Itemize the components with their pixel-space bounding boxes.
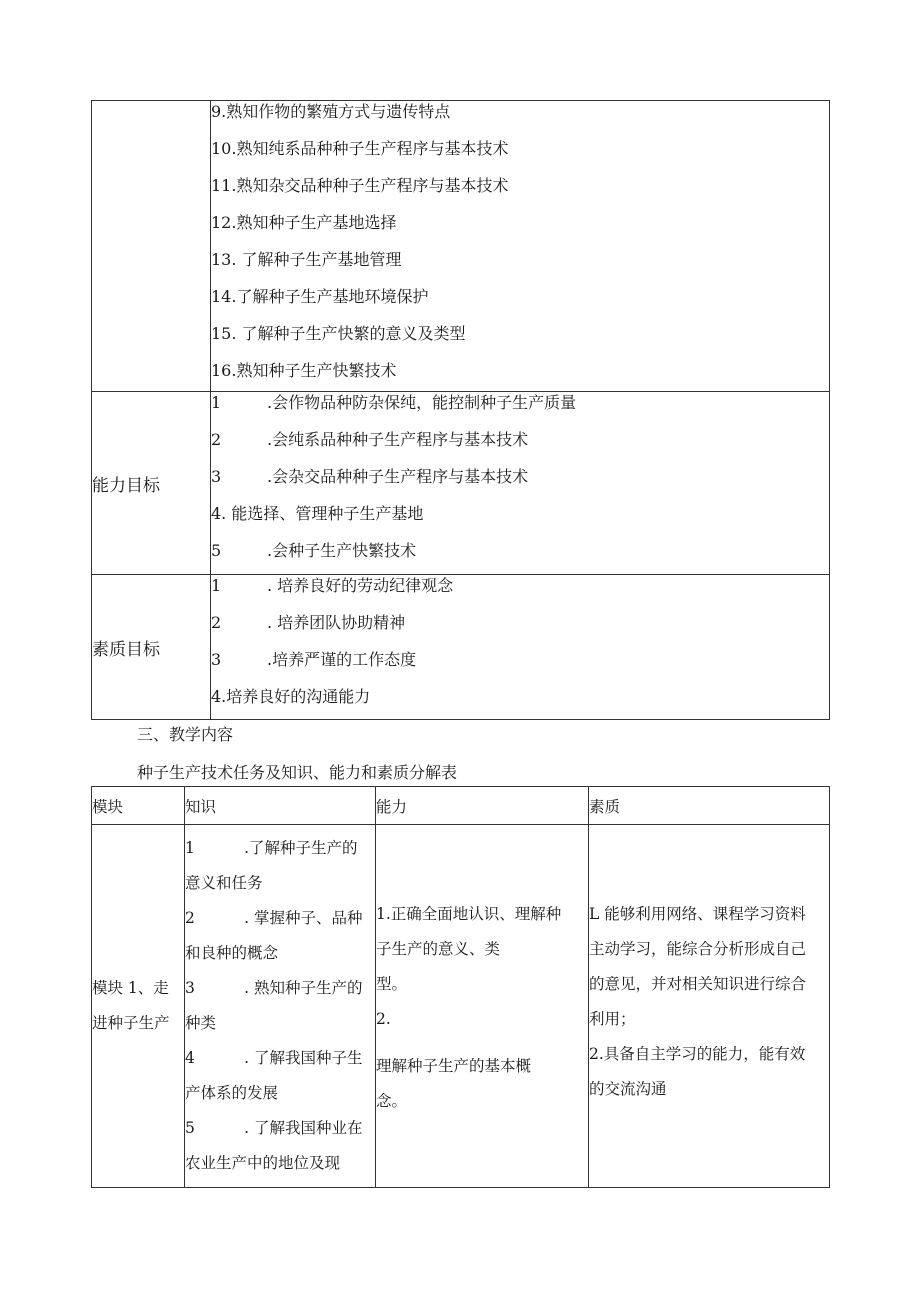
knowledge-line: 2 . 掌握种子、品种 — [185, 909, 363, 927]
knowledge-line: 农业生产中的地位及现 — [185, 1154, 341, 1172]
ability-goal-item: 4. 能选择、管理种子生产基地 — [211, 504, 424, 523]
quality-goal-item: 2 . 培养团队协助精神 — [211, 613, 406, 632]
knowledge-goal-item: 11.熟知杂交品种种子生产程序与基本技术 — [211, 176, 509, 195]
ability-line: 2. — [376, 1010, 391, 1028]
ability-goal-item: 5 .会种子生产快繁技术 — [211, 541, 417, 560]
quality-goal-item: 4.培养良好的沟通能力 — [211, 687, 371, 706]
module-name: 模块 1、走进种子生产 — [92, 979, 170, 1032]
quality-goals-label: 素质目标 — [92, 575, 211, 720]
section-title: 三、教学内容 — [137, 725, 234, 744]
knowledge-line: 种类 — [185, 1014, 217, 1032]
quality-goal-item: 3 .培养严谨的工作态度 — [211, 650, 417, 669]
knowledge-line: 1 .了解种子生产的 — [185, 839, 358, 857]
knowledge-line: 产体系的发展 — [185, 1084, 279, 1102]
knowledge-cell — [185, 825, 376, 1188]
quality-line: 2.具备自主学习的能力，能有效 — [589, 1045, 806, 1063]
header-knowledge: 知识 — [185, 787, 376, 825]
quality-line: 的意见，并对相关知识进行综合 — [589, 975, 807, 993]
knowledge-line: 4 . 了解我国种子生 — [185, 1049, 363, 1067]
ability-goals-label: 能力目标 — [92, 392, 211, 575]
header-module: 模块 — [92, 787, 185, 825]
knowledge-line: 5 . 了解我国种业在 — [185, 1119, 363, 1137]
table-header-row — [92, 787, 830, 825]
quality-goals-row — [92, 575, 830, 720]
ability-line: 理解种子生产的基本概 — [376, 1057, 532, 1075]
ability-line: 念。 — [376, 1092, 408, 1110]
ability-line — [376, 1037, 588, 1049]
quality-line: 利用； — [589, 1010, 636, 1028]
quality-line: L 能够利用网络、课程学习资料 — [589, 905, 806, 923]
quality-goals-cell — [211, 575, 830, 720]
decomposition-table — [91, 786, 830, 1188]
ability-goal-item: 3 .会杂交品种种子生产程序与基本技术 — [211, 467, 529, 486]
quality-line: 主动学习，能综合分析形成自己 — [589, 940, 807, 958]
knowledge-goals-row — [92, 101, 830, 392]
header-quality: 素质 — [589, 787, 830, 825]
ability-goal-item: 1 .会作物品种防杂保纯，能控制种子生产质量 — [211, 393, 577, 412]
ability-goals-row — [92, 392, 830, 575]
quality-cell — [589, 825, 830, 1188]
ability-goals-cell — [211, 392, 830, 575]
knowledge-goal-item: 9.熟知作物的繁殖方式与遗传特点 — [211, 102, 451, 121]
knowledge-goals-label-cell — [92, 101, 211, 392]
knowledge-line: 和良种的概念 — [185, 944, 279, 962]
knowledge-goal-item: 16.熟知种子生产快繁技术 — [211, 361, 397, 380]
module-row — [92, 825, 830, 1188]
ability-goal-item: 2 .会纯系品种种子生产程序与基本技术 — [211, 430, 529, 449]
ability-line: 型。 — [376, 975, 408, 993]
knowledge-goal-item: 12.熟知种子生产基地选择 — [211, 213, 397, 232]
ability-line: 1.正确全面地认识、理解种 — [376, 905, 562, 923]
quality-line: 的交流沟通 — [589, 1080, 667, 1098]
table-caption: 种子生产技术任务及知识、能力和素质分解表 — [137, 763, 458, 782]
header-ability: 能力 — [376, 787, 589, 825]
ability-line: 子生产的意义、类 — [376, 940, 501, 958]
knowledge-goals-cell — [211, 101, 830, 392]
knowledge-goal-item: 13. 了解种子生产基地管理 — [211, 250, 402, 269]
knowledge-goal-item: 10.熟知纯系品种种子生产程序与基本技术 — [211, 139, 509, 158]
quality-goal-item: 1 . 培养良好的劳动纪律观念 — [211, 576, 454, 595]
knowledge-line: 3 . 熟知种子生产的 — [185, 979, 363, 997]
ability-cell — [376, 825, 589, 1188]
knowledge-goal-item: 14.了解种子生产基地环境保护 — [211, 287, 429, 306]
knowledge-line: 意义和任务 — [185, 874, 263, 892]
knowledge-goal-item: 15. 了解种子生产快繁的意义及类型 — [211, 324, 466, 343]
goals-table — [91, 100, 830, 720]
module-cell — [92, 825, 185, 1188]
